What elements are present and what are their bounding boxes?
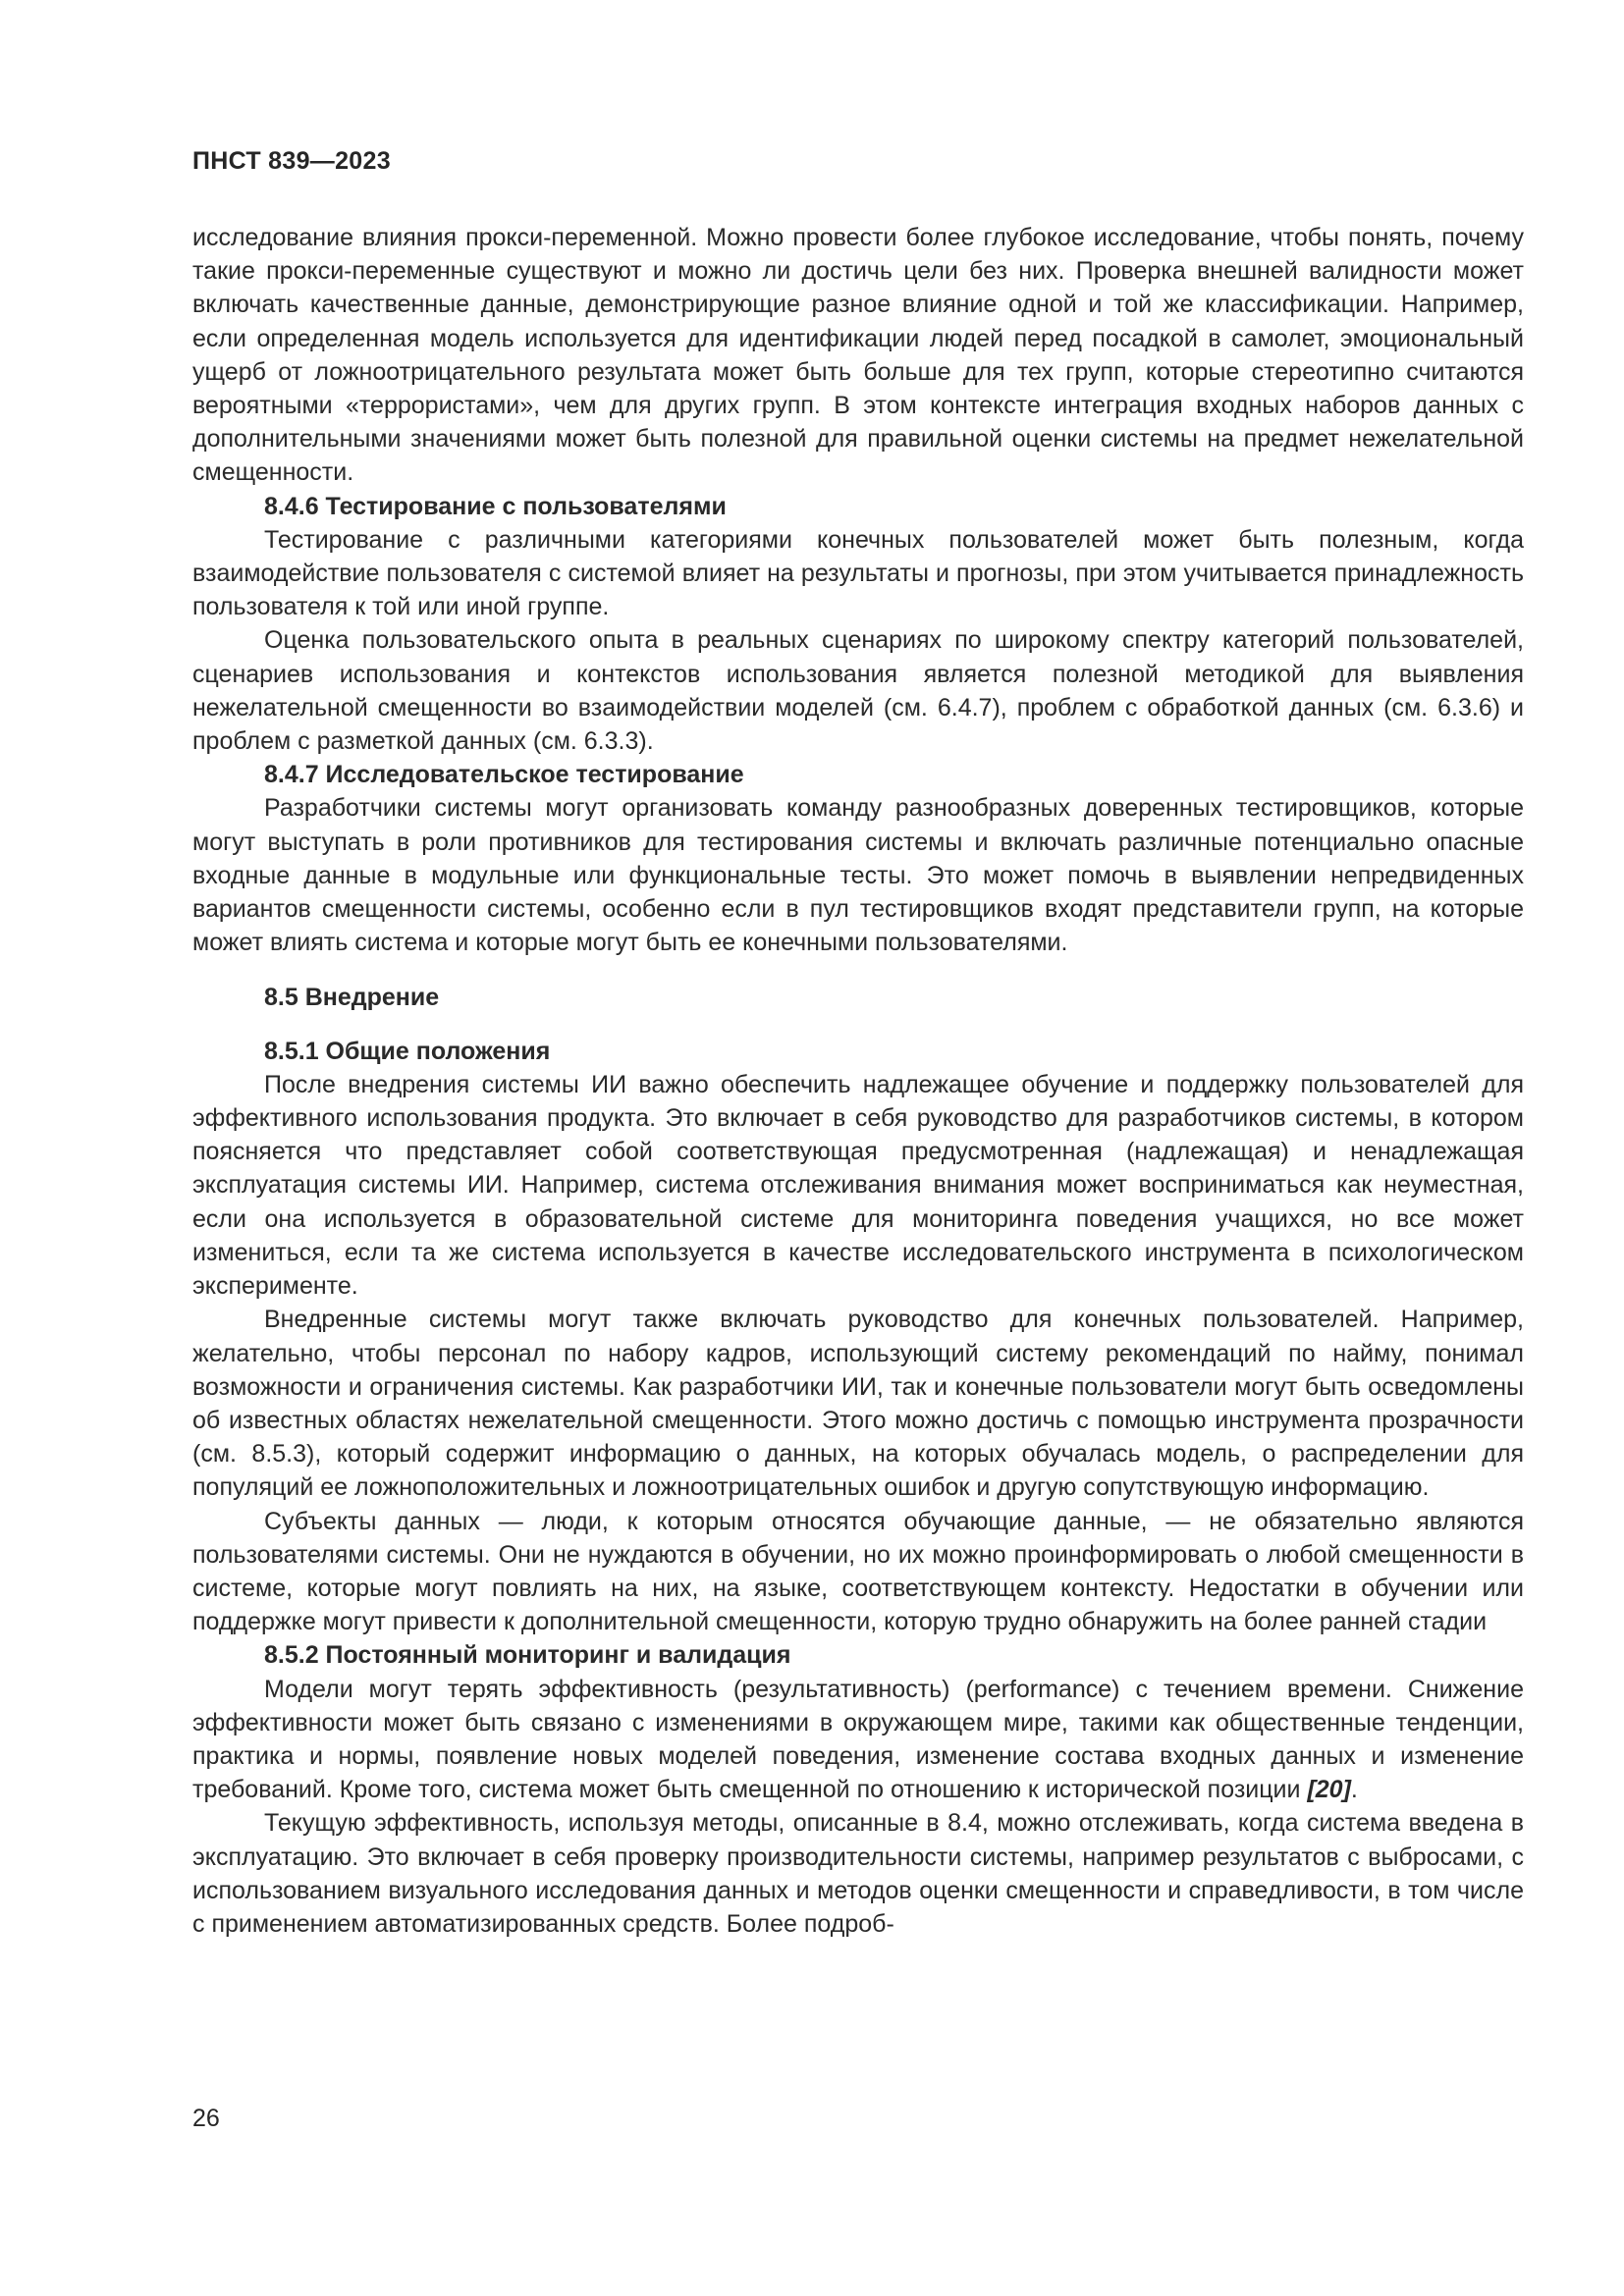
- paragraph: Тестирование с различными категориями конечных пользователей может быть полезным, когда взаимодействие пользователя с системой влияет на результаты и прогнозы, при этом учитывается принадлежность пользователя к той или иной группе.: [192, 525, 1524, 621]
- chapter-heading: 8.5 Внедрение: [264, 984, 440, 1012]
- paragraph-text-end: .: [1350, 1776, 1358, 1804]
- paragraph: После внедрения системы ИИ важно обеспечить надлежащее обучение и поддержку пользователей для эффективного использования продукта. Это включает в себя руководство для разработчиков системы, в котором поясняется что представляет собой соответствующая предусмотренная (надлежащая) и ненадлежащая эксплуатация системы ИИ. Например, система отслеживания внимания может восприниматься как неуместная, если она используется в образовательной системе для мониторинга поведения учащихся, но все может измениться, если та же система используется в качестве исследовательского инструмента в психологическом эксперименте.: [192, 1070, 1524, 1301]
- paragraph-text: Модели могут терять эффективность (результативность) (performance) с течением времени. Снижение эффективности может быть связано с изменениями в окружающем мире, такими как общественные тенденции, практика и нормы, появление новых моделей поведения, изменение состава входных данных и изменение требований. Кроме того, система может быть смещенной по отношению к исторической позиции: [192, 1675, 1524, 1804]
- document-header: ПНСТ 839—2023: [192, 147, 391, 175]
- paragraph: Текущую эффективность, используя методы, описанные в 8.4, можно отслеживать, когда система введена в эксплуатацию. Это включает в себя проверку производительности системы, например результатов с выбросами, с использованием визуального исследования данных и методов оценки смещенности и справедливости, в том числе с применением автоматизированных средств. Более подроб-: [192, 1809, 1524, 1938]
- paragraph: Субъекты данных — люди, к которым относятся обучающие данные, — не обязательно являются пользователями системы. Они не нуждаются в обучении, но их можно проинформировать о любой смещенности в системе, которые могут повлиять на них, на языке, соответствующем контексту. Недостатки в обучении или поддержке могут привести к дополнительной смещенности, которую трудно обнаружить на более ранней стадии: [192, 1507, 1524, 1636]
- page-number: 26: [192, 2105, 220, 2132]
- paragraph: исследование влияния прокси-переменной. Можно провести более глубокое исследование, чтобы понять, почему такие прокси-переменные существуют и можно ли достичь цели без них. Проверка внешней валидности может включать качественные данные, демонстрирующие разное влияние одной и той же классификации. Например, если определенная модель используется для идентификации людей перед посадкой в самолет, эмоциональный ущерб от ложноотрицательного результата может быть больше для тех групп, которые стереотипно считаются вероятными «террористами», чем для других групп. В этом контексте интеграция входных наборов данных с дополнительными значениями может быть полезной для правильной оценки системы на предмет нежелательной смещенности.: [192, 224, 1524, 487]
- document-body: [192, 221, 1524, 1941]
- section-heading: 8.4.7 Исследовательское тестирование: [264, 761, 744, 789]
- paragraph: Разработчики системы могут организовать команду разнообразных доверенных тестировщиков, которые могут выступать в роли противников для тестирования системы и включать различные потенциально опасные входные данные в модульные или функциональные тесты. Это может помочь в выявлении непредвиденных вариантов смещенности системы, особенно если в пул тестировщиков входят представители групп, на которые может влиять система и которые могут быть ее конечными пользователями.: [192, 794, 1524, 957]
- paragraph: Оценка пользовательского опыта в реальных сценариях по широкому спектру категорий пользователей, сценариев использования и контекстов использования является полезной методикой для выявления нежелательной смещенности во взаимодействии моделей (см. 6.4.7), проблем с обработкой данных (см. 6.3.6) и проблем с разметкой данных (см. 6.3.3).: [192, 626, 1524, 756]
- paragraph-with-citation: [192, 1673, 1524, 1807]
- citation-reference: [20]: [1307, 1776, 1351, 1804]
- paragraph: Внедренные системы могут также включать руководство для конечных пользователей. Например, желательно, чтобы персонал по набору кадров, использующий систему рекомендаций по найму, понимал возможности и ограничения системы. Как разработчики ИИ, так и конечные пользователи могут быть осведомлены об известных областях нежелательной смещенности. Этого можно достичь с помощью инструмента прозрачности (см. 8.5.3), который содержит информацию о данных, на которых обучалась модель, о распределении для популяций ее ложноположительных и ложноотрицательных ошибок и другую сопутствующую информацию.: [192, 1306, 1524, 1502]
- section-heading: 8.4.6 Тестирование с пользователями: [264, 492, 727, 520]
- section-heading: 8.5.2 Постоянный мониторинг и валидация: [264, 1641, 791, 1670]
- section-heading: 8.5.1 Общие положения: [264, 1037, 551, 1065]
